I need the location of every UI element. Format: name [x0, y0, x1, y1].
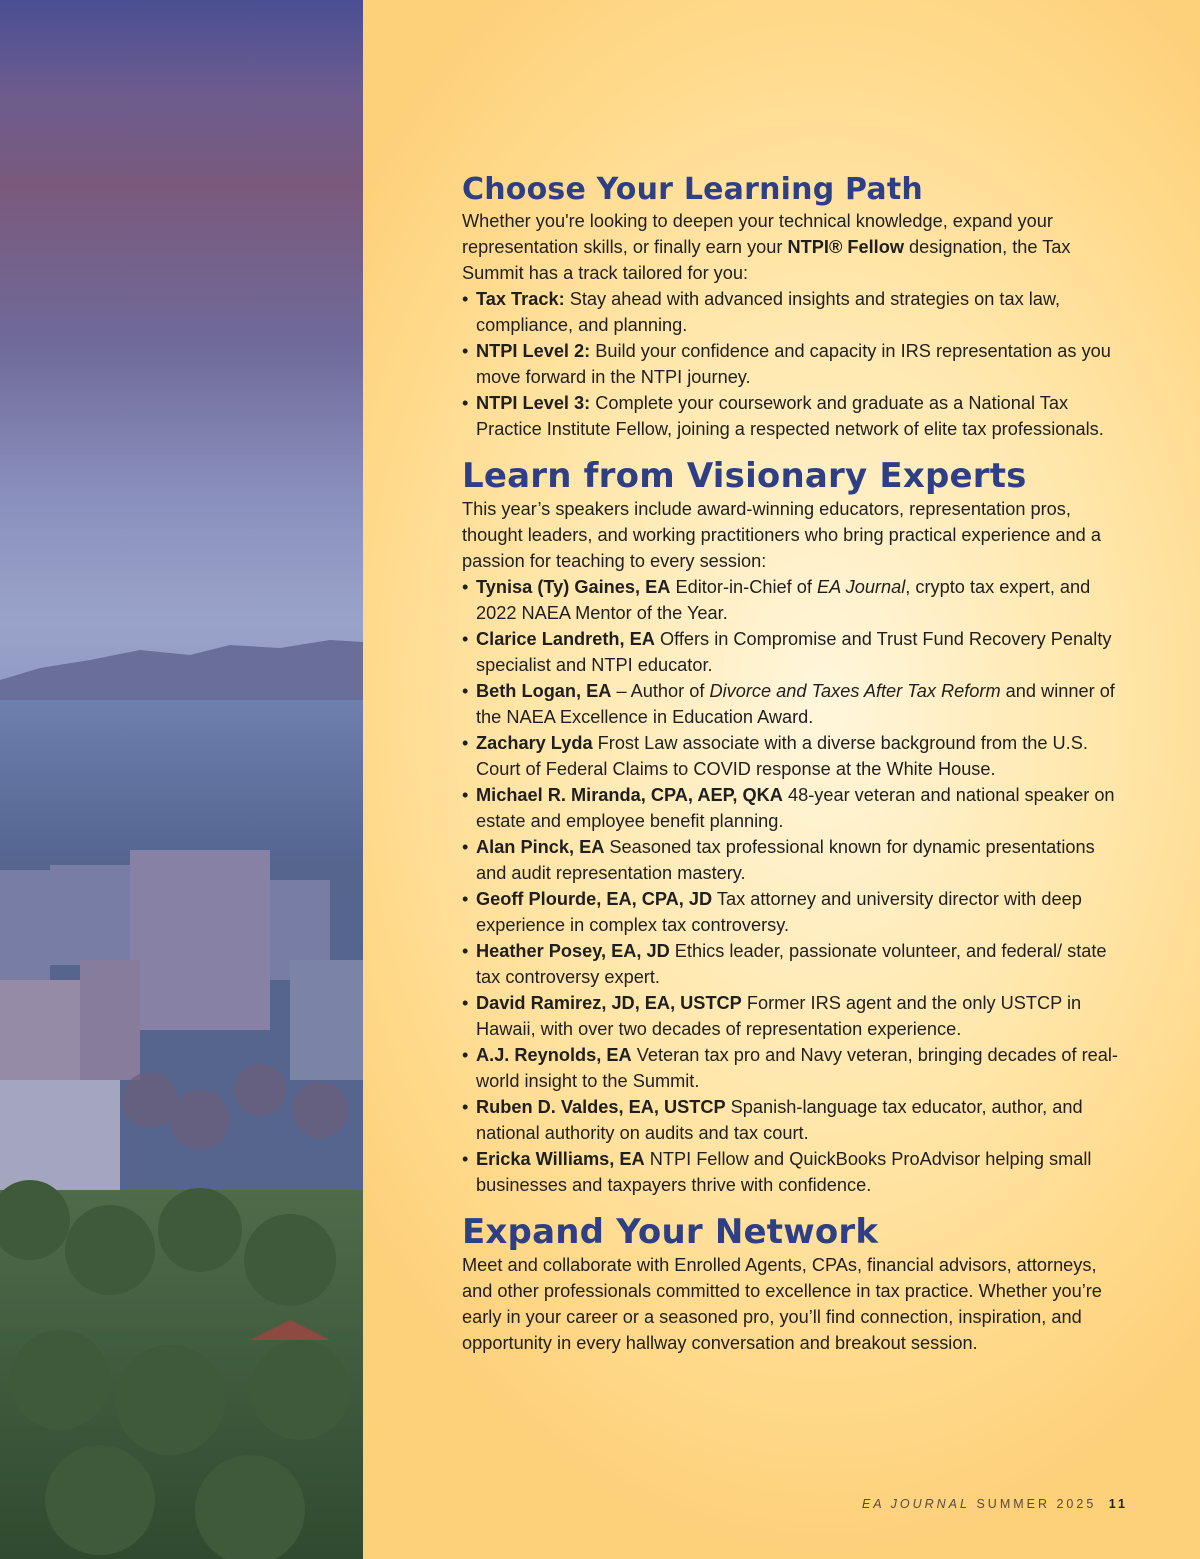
- track-name: Tax Track:: [476, 289, 565, 309]
- speaker-name: Ericka Williams, EA: [476, 1149, 645, 1169]
- speaker-bio: Spanish-language tax educator, author, and national authority on audits and tax court.: [476, 1097, 1083, 1143]
- speaker-item: [462, 886, 1122, 938]
- track-name: NTPI Level 3:: [476, 393, 591, 413]
- track-item: [462, 390, 1122, 442]
- section-network: [462, 1212, 1122, 1356]
- speaker-bio-tail: , crypto tax expert, and 2022 NAEA Mentor of the Year.: [476, 577, 1091, 623]
- skyline-illustration: [0, 0, 363, 1559]
- magazine-name: EA JOURNAL: [861, 1497, 970, 1511]
- speaker-name: Beth Logan, EA: [476, 681, 612, 701]
- speaker-bio-italic: Divorce and Taxes After Tax Reform: [709, 681, 1001, 701]
- heading-network: Expand Your Network: [462, 1212, 879, 1252]
- intro-text-b: designation, the Tax Summit has a track tailored for you:: [462, 237, 1071, 283]
- speaker-list: [462, 574, 1122, 1198]
- speaker-bio: Offers in Compromise and Trust Fund Recovery Penalty specialist and NTPI educator.: [476, 629, 1112, 675]
- section-experts: [462, 456, 1122, 1198]
- speaker-name: Tynisa (Ty) Gaines, EA: [476, 577, 671, 597]
- speaker-bio: Seasoned tax professional known for dynamic presentations and audit representation mastery.: [476, 837, 1095, 883]
- speaker-name: Zachary Lyda: [476, 733, 593, 753]
- track-item: [462, 286, 1122, 338]
- track-item: [462, 338, 1122, 390]
- speaker-bio: NTPI Fellow and QuickBooks ProAdvisor helping small businesses and taxpayers thrive with confidence.: [476, 1149, 1092, 1195]
- speaker-item: [462, 730, 1122, 782]
- track-list: [462, 286, 1122, 442]
- speaker-name: Ruben D. Valdes, EA, USTCP: [476, 1097, 726, 1117]
- article-body: [462, 172, 1122, 1370]
- page-number: 11: [1108, 1497, 1128, 1511]
- speaker-item: [462, 1094, 1122, 1146]
- speaker-name: Clarice Landreth, EA: [476, 629, 655, 649]
- speaker-item: [462, 1042, 1122, 1094]
- track-description: Stay ahead with advanced insights and strategies on tax law, compliance, and planning.: [476, 289, 1061, 335]
- speaker-bio-italic: EA Journal: [816, 577, 906, 597]
- speaker-item: [462, 938, 1122, 990]
- section-learning-path: [462, 172, 1122, 442]
- speaker-name: Alan Pinck, EA: [476, 837, 605, 857]
- speaker-item: [462, 834, 1122, 886]
- speaker-item: [462, 1146, 1122, 1198]
- speaker-item: [462, 782, 1122, 834]
- speaker-bio: Former IRS agent and the only USTCP in Hawaii, with over two decades of representation experience.: [476, 993, 1082, 1039]
- speaker-bio: Ethics leader, passionate volunteer, and federal/ state tax controversy expert.: [476, 941, 1107, 987]
- speaker-bio-tail: and winner of the NAEA Excellence in Education Award.: [476, 681, 1115, 727]
- speaker-bio: 48-year veteran and national speaker on estate and employee benefit planning.: [476, 785, 1115, 831]
- speaker-bio: Veteran tax pro and Navy veteran, bringing decades of real-world insight to the Summit.: [476, 1045, 1118, 1091]
- speaker-item: [462, 990, 1122, 1042]
- intro-text-a: Whether you're looking to deepen your technical knowledge, expand your representation skills, or finally earn your: [462, 211, 1053, 257]
- network-body: Meet and collaborate with Enrolled Agents, CPAs, financial advisors, attorneys, and other professionals committed to excellence in tax practice. Whether you’re early in your career or a seasoned pro, you’ll find connection, inspiration, and opportunity in every hallway conversation and breakout session.: [462, 1255, 1102, 1353]
- track-description: Complete your coursework and graduate as a National Tax Practice Institute Fellow, joining a respected network of elite tax professionals.: [476, 393, 1104, 439]
- heading-experts: Learn from Visionary Experts: [462, 456, 1027, 496]
- speaker-bio: Frost Law associate with a diverse background from the U.S. Court of Federal Claims to COVID response at the White House.: [476, 733, 1088, 779]
- city-skyline-photo: [0, 0, 363, 1559]
- speaker-name: Michael R. Miranda, CPA, AEP, QKA: [476, 785, 783, 805]
- issue-label: SUMMER 2025: [976, 1497, 1097, 1511]
- heading-learning-path: Choose Your Learning Path: [462, 172, 923, 207]
- intro-bold: NTPI® Fellow: [787, 237, 904, 257]
- speaker-bio: Tax attorney and university director with deep experience in complex tax controversy.: [476, 889, 1082, 935]
- speaker-item: [462, 678, 1122, 730]
- speaker-bio: Editor-in-Chief of: [670, 577, 817, 597]
- speaker-bio: – Author of: [611, 681, 710, 701]
- speaker-name: David Ramirez, JD, EA, USTCP: [476, 993, 742, 1013]
- intro-learning-path: [462, 208, 1122, 286]
- track-description: Build your confidence and capacity in IRS representation as you move forward in the NTPI journey.: [476, 341, 1111, 387]
- track-name: NTPI Level 2:: [476, 341, 591, 361]
- page-footer: [862, 1497, 1128, 1511]
- intro-experts: This year’s speakers include award-winning educators, representation pros, thought leaders, and working practitioners who bring practical experience and a passion for teaching to every session:: [462, 499, 1101, 571]
- speaker-name: A.J. Reynolds, EA: [476, 1045, 632, 1065]
- speaker-item: [462, 574, 1122, 626]
- speaker-item: [462, 626, 1122, 678]
- speaker-name: Heather Posey, EA, JD: [476, 941, 670, 961]
- speaker-name: Geoff Plourde, EA, CPA, JD: [476, 889, 713, 909]
